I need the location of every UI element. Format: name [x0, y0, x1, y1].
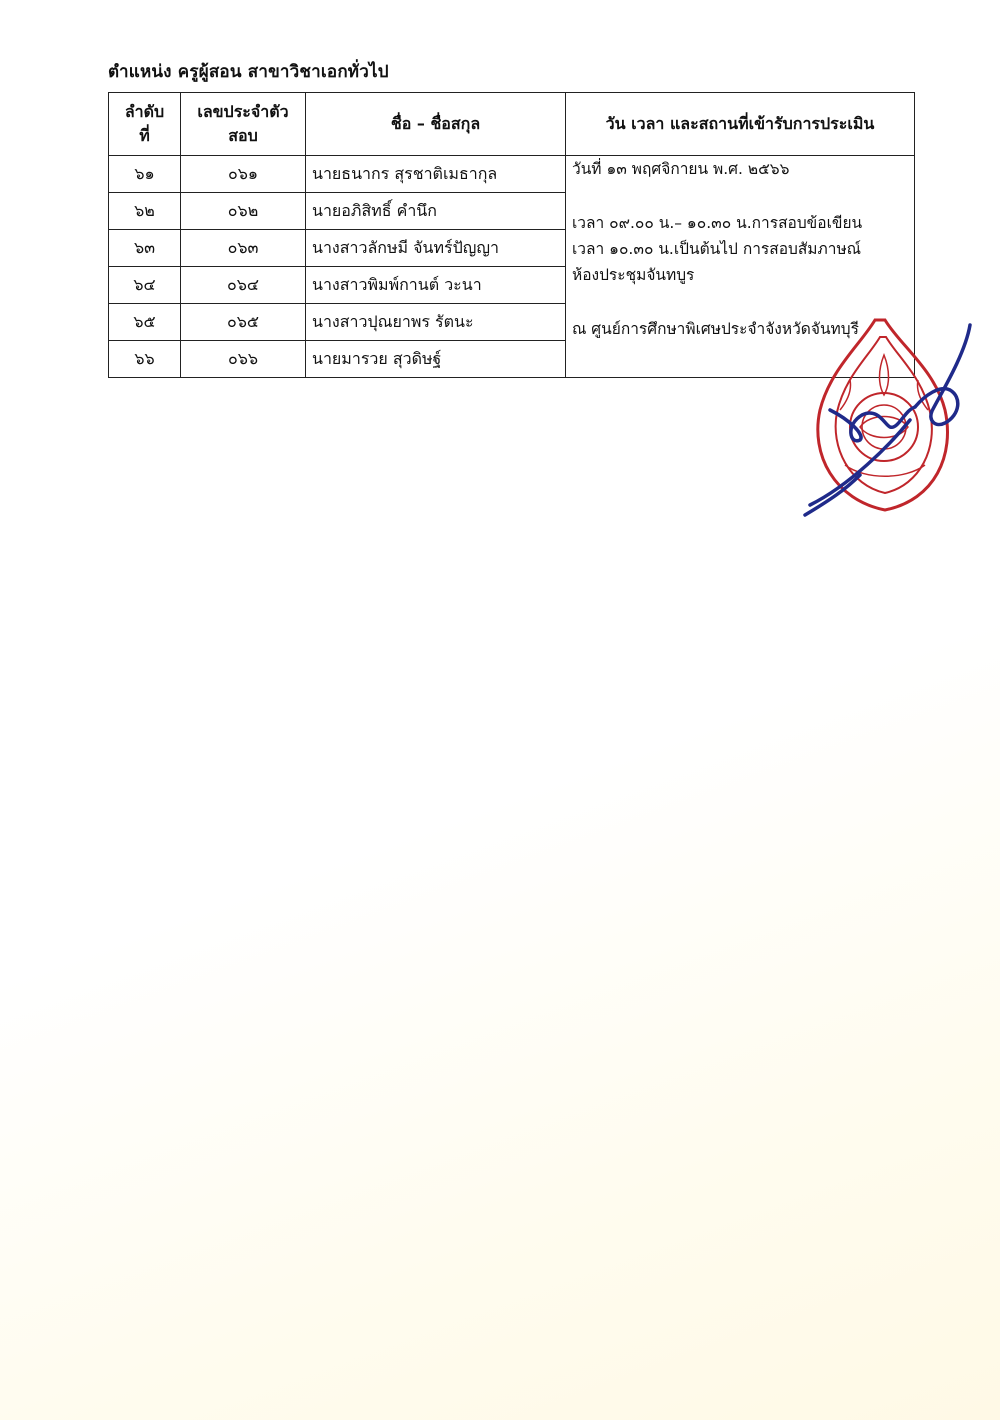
- schedule-written-exam: เวลา ๐๙.๐๐ น.– ๑๐.๓๐ น.การสอบข้อเขียน: [572, 214, 863, 232]
- row-name: นายธนากร สุรชาติเมธากุล: [306, 156, 566, 193]
- row-order: ๖๑: [109, 156, 181, 193]
- row-order: ๖๔: [109, 267, 181, 304]
- header-exam-id: เลขประจำตัว สอบ: [181, 93, 306, 156]
- row-exam-id: ๐๖๕: [181, 304, 306, 341]
- row-name: นางสาวปุณยาพร รัตนะ: [306, 304, 566, 341]
- position-heading: ตำแหน่ง ครูผู้สอน สาขาวิชาเอกทั่วไป: [108, 62, 389, 82]
- schedule-interview: เวลา ๑๐.๓๐ น.เป็นต้นไป การสอบสัมภาษณ์: [572, 240, 862, 258]
- row-exam-id: ๐๖๖: [181, 341, 306, 378]
- row-order: ๖๓: [109, 230, 181, 267]
- row-order: ๖๖: [109, 341, 181, 378]
- row-name: นายอภิสิทธิ์ คำนึก: [306, 193, 566, 230]
- header-order: ลำดับ ที่: [109, 93, 181, 156]
- row-name: นางสาวลักษมี จันทร์ปัญญา: [306, 230, 566, 267]
- seal-svg: [790, 315, 980, 525]
- signature-icon: [805, 325, 970, 515]
- header-schedule: วัน เวลา และสถานที่เข้ารับการประเมิน: [566, 93, 915, 156]
- table-row: [109, 156, 915, 193]
- row-name: นายมารวย สุวดิษฐ์: [306, 341, 566, 378]
- row-name: นางสาวพิมพ์กานต์ วะนา: [306, 267, 566, 304]
- header-name: ชื่อ – ชื่อสกุล: [306, 93, 566, 156]
- row-exam-id: ๐๖๓: [181, 230, 306, 267]
- schedule-room: ห้องประชุมจันทบูร: [572, 266, 695, 284]
- row-exam-id: ๐๖๑: [181, 156, 306, 193]
- table-header-row: [109, 93, 915, 156]
- schedule-venue: ณ ศูนย์การศึกษาพิเศษประจำจังหวัดจันทบุรี: [572, 320, 859, 338]
- row-order: ๖๒: [109, 193, 181, 230]
- official-seal-with-signature: [790, 315, 980, 525]
- row-exam-id: ๐๖๔: [181, 267, 306, 304]
- schedule-date: วันที่ ๑๓ พฤศจิกายน พ.ศ. ๒๕๖๖: [572, 160, 790, 178]
- row-exam-id: ๐๖๒: [181, 193, 306, 230]
- row-order: ๖๕: [109, 304, 181, 341]
